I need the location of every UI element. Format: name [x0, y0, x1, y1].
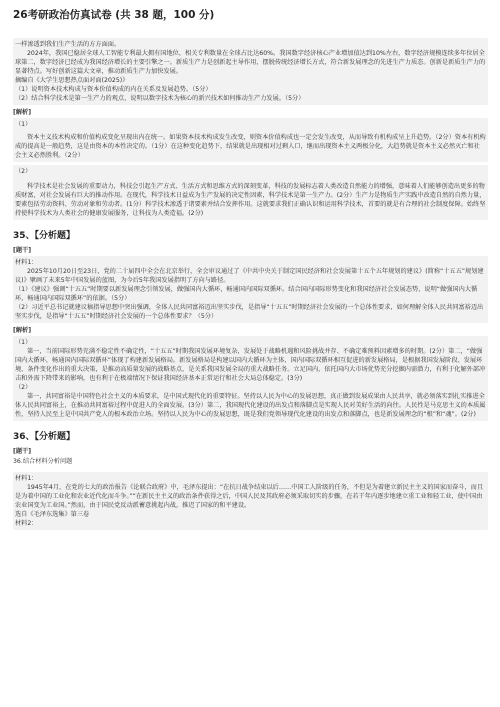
q35-heading: 35、【分析题】: [13, 231, 76, 241]
q35-stem-label: [题干]: [13, 247, 32, 254]
q36-heading: 36、【分析题】: [13, 432, 76, 442]
q35-answer-block: [13, 336, 488, 421]
q35-question-1: （1）《建议》强调“十五五”时期要以新发展理念引领发展，做强国内大循环，畅通国内国际双循环。结合国内国际形势变化和我国经济社会发展态势，说明“做强国内大循环，畅通国内国际双循环”的依据。（5分）: [15, 286, 478, 302]
q34-part1-marker: （1）: [15, 121, 32, 128]
q36-stem-label: [题干]: [13, 448, 32, 455]
q36-topic: 36.结合材料分析问题: [13, 458, 73, 465]
page-title: 26考研政治仿真试卷 (共 38 题，100 分): [13, 9, 215, 21]
q34-part2-marker: （2）: [15, 168, 32, 175]
q34-question-1: （1）说明资本技术构成与资本价值构成的内在关系及发展趋势。（5分）: [15, 86, 212, 93]
q35-question-2: （2）习近平总书记就建议稿指导思想中突出强调，全体人民共同富裕迈出坚实步伐，是指导“十五五”时期经济社会发展的一个总体性要求，如何理解全体人民共同富裕迈出坚实步伐，是指导“十五五”时期经济社会发展的一个总体性要求？（5分）: [15, 304, 484, 320]
q34-part2-block: [13, 165, 488, 220]
q34-part2-text: 科学技术是社会发展的重要动力，科技会引起生产方式、生活方式和思维方式的深刻变革，科技的发展标志着人类改造自然能力的增强，意味着人们能够创造出更多的物质财富，对社会发展有巨大的推动作用。在现代，科学技术日益成为生产发展的决定性因素，科学技术是第一生产力。(2分）生产力是物质生产实践中改造自然的自然力量，要素包括劳动资料、劳动对象和劳动者。(1分）科学技术渗透于诸要素并结合发挥作用。这就要求我们正确认识和运用科学技术，首要的就是有合理的社会制度保障。始终坚持使科学技术为人类社会的健康发展服务，让科技为人类造福。(2分): [15, 183, 486, 217]
q36-material-block: [13, 472, 488, 530]
q35-part1-text: 第一，当前国际形势充满不稳定性不确定性，“十五五”时期我国发展环境复杂，发展处于战略机遇和风险挑战并存、不确定难预料因素增多的时期。(2分）第二，“做强国内大循环，畅通国内国际双循环”体现了构建新发展格局。新发展格局是构建以国内大循环为主体、国内国际双循环相互促进的新发展格局，是根据我国发展阶段、发展环境、条件变化作出的重大决策，是推动高质量发展的战略基点，是关系我国发展全局的重大战略任务。立足国内，依托国内大市场优势充分挖掘内需潜力，有利于化解外部冲击和外需下降带来的影响，也有利于在极端情况下保证我国经济基本正常运行和社会大局总体稳定。(3分): [15, 348, 486, 382]
q36-material1-source: 选自《毛泽东选集》第三卷: [15, 511, 90, 518]
q36-material1-label: 材料1：: [15, 475, 38, 482]
q35-material-text: 2025年10月20日至23日，党的二十届四中全会在北京举行，全会审议通过了《中共中央关于制定国民经济和社会发展第十五个五年规划的建议》(简称“十五五”规划建议)》擘画了未来5年中国发展的蓝图，为今后5年我国发展指明了方向与路径。: [15, 268, 484, 284]
q34-part1-block: [13, 118, 488, 162]
q36-material2-label: 材料2：: [15, 520, 38, 527]
q35-part2-marker: （2）: [15, 384, 32, 391]
q34-part1-text: 资本主义技术构成和价值构成变化呈现出内在统一。如果资本技术构成发生改变，则资本价值构成也一定会发生改变，从而导致有机构成呈上升趋势。（2分）资本有机构成的提高是一般趋势，这是由资本的本性决定的。（1分）在这种变化趋势下，结果就是出现相对过剩人口，继而出现资本主义两极分化，大趋势就是资本主义必然灭亡和社会主义必然胜利。（2分）: [15, 134, 486, 159]
q34-material-source: 摘编自《大学生思想热点面对面(2025)》: [15, 77, 129, 84]
q35-material-label: 材料1：: [15, 259, 38, 266]
q34-material-line: 一样渗透到我们生产生活的方方面面。: [15, 41, 121, 48]
q35-part1-marker: （1）: [15, 339, 32, 346]
q35-analysis-label: [解析]: [13, 327, 32, 334]
q34-material-block: [13, 38, 488, 105]
q35-part2-text: 第一，共同富裕是中国特色社会主义的本质要求，是中国式现代化的重要特征。坚持以人民为中心的发展思想，真正做到发展成果由人民共享，就必须落实到扎实推进全体人民共同富裕上，在推动共同富裕过程中促进人的全面发展。(3分）第二，我国现代化建设的出发点和落脚点是实现人民对美好生活的向往。人民性是马克思主义的本质属性，坚持人民至上是中国共产党人的根本政治立场。坚持以人民为中心的发展思想，既是我们党领导现代化建设的出发点和落脚点，也是新发展理念的“根”和“魂”。(2分): [15, 393, 486, 418]
q34-material-paragraph: 2024年，我国已稳居全球人工智能专利最大拥有国地位，相关专利数量在全球占比达60%。我国数字经济核心产业增加值达到10%左右，数字经济规模连续多年位居全球第二，数字经济已经成为我国经济增长的主要引擎之一。新质生产力是创新起主导作用，摆脱传统经济增长方式，符合新发展理念的先进生产力质态。创新是新质生产力的显著特点。写好创新这篇大文章，推动新质生产力加快发展。: [15, 50, 486, 75]
q34-question-2: （2）结合科学技术是第一生产力的观点，说明以数字技术为核心的新兴技术如何推动生产力发展。（5分）: [15, 95, 305, 102]
q34-analysis-label: [解析]: [13, 109, 32, 116]
q35-material-block: [13, 256, 488, 323]
q36-material1-text: 1945年4月，在党的七大的政治报告《论联合政府》中，毛泽东提出：“在抗日战争结束以后……中国工人阶级的任务，不但是为着建立新民主主义的国家而奋斗，而且是为着中国的工业化和农业近代化而斗争。”“在新民主主义的政治条件获得之后，中国人民及其政府必须采取切实的步骤，在若干年内逐步地建立重工业和轻工业，使中国由农业国变为工业国。”然而，由于国民党反动派蓄意挑起内战，推迟了国家的和平建设。: [15, 484, 484, 509]
